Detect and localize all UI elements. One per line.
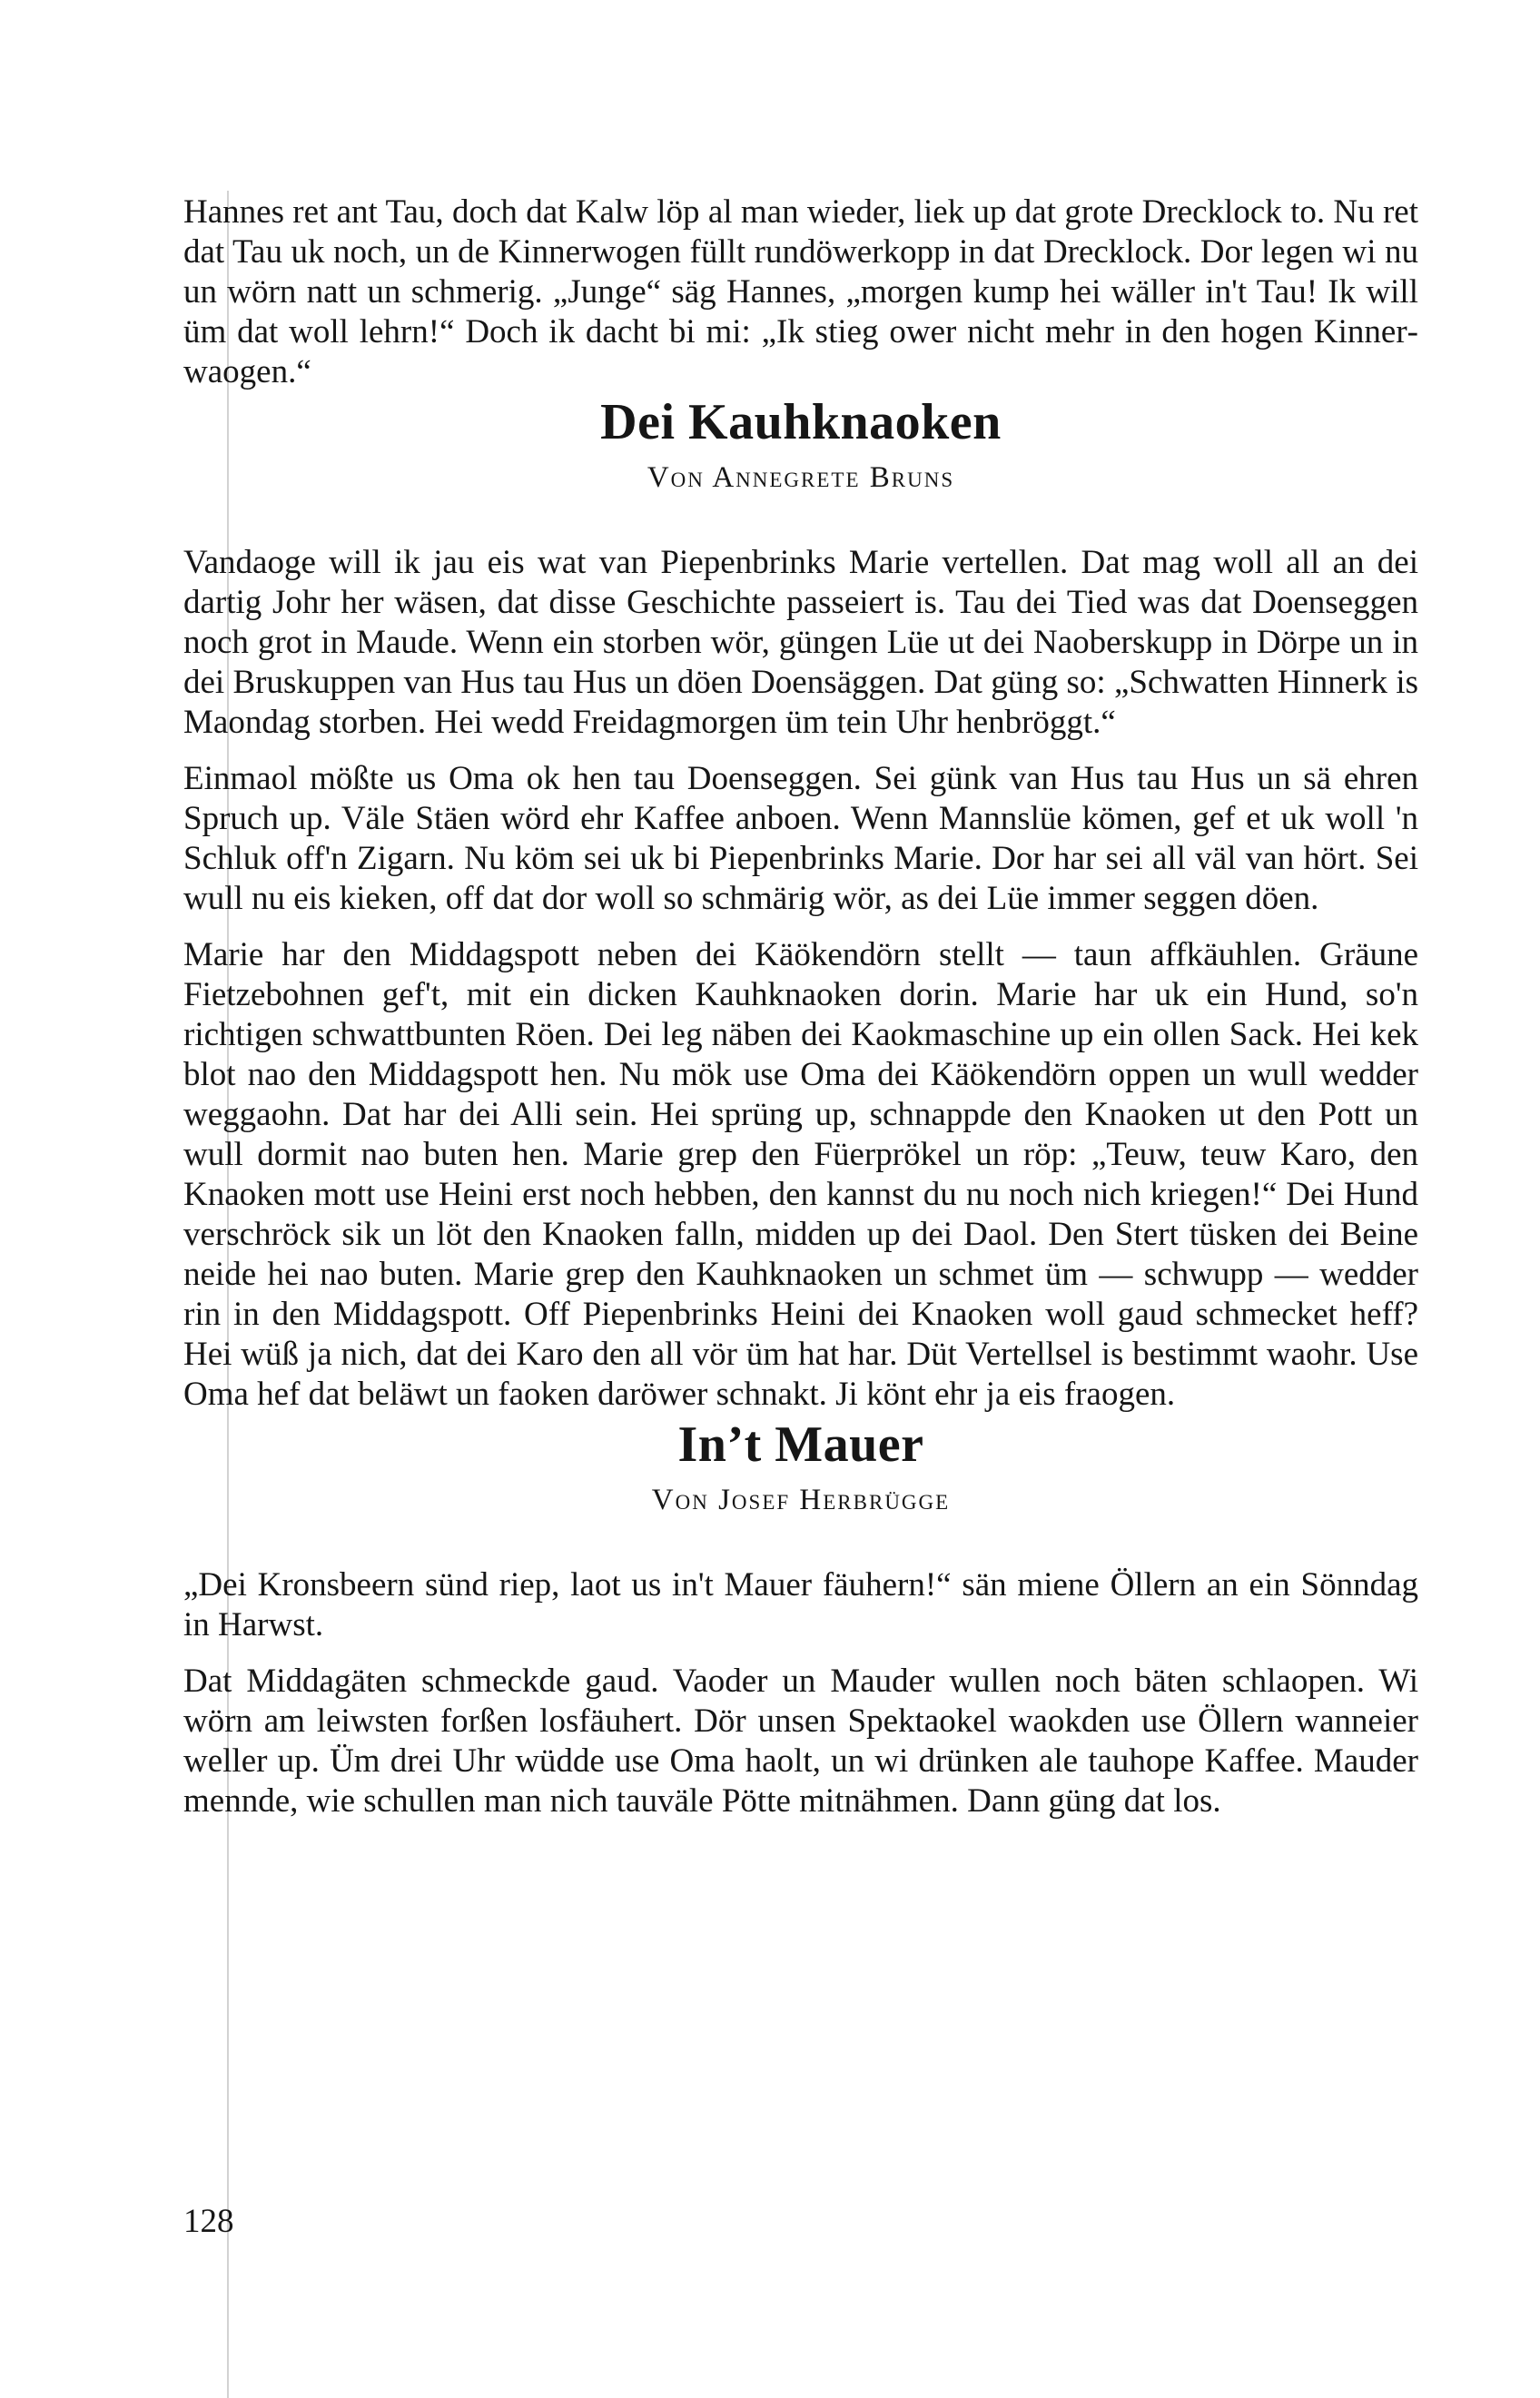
story-paragraph: Marie har den Middagspott neben dei Käökendörn stellt — taun affkäuhlen. Gräune Fietzebohnen gef't, mit ein dicken Kauhknaoken dorin. Marie har uk ein Hund, so'n richtigen schwattbunten Röen. Dei leg näben dei Kaokmaschine up ein ollen Sack. Hei kek blot nao den Middagspott hen. Nu mök use Oma dei Käökendörn oppen un wull wedder weggaohn. Dat har dei Alli sein. Hei sprüng up, schnappde den Knaoken ut den Pott un wull dormit nao buten hen. Marie grep den Füerprökel un röp: „Teuw, teuw Karo, den Knaoken mott use Heini erst noch hebben, den kannst du nu noch nich kriegen!“ Dei Hund verschröck sik un löt den Knaoken falln, midden up dei Daol. Den Stert tüsken dei Beine neide hei nao buten. Marie grep den Kauhknaoken un schmet üm — schwupp — wedder rin in den Middagspott. Off Piepenbrinks Heini dei Knaoken woll gaud schmecket heff? Hei wüß ja nich, dat dei Karo den all vör üm hat har. Düt Vertellsel is bestimmt waohr. Use Oma hef dat beläwt un faoken daröwer schnakt. Ji könt ehr ja eis fraogen. bbox=[183, 936, 1418, 1413]
intro-paragraph: Hannes ret ant Tau, doch dat Kalw löp al man wieder, liek up dat grote Drecklock to. Nu ret dat Tau uk noch, un de Kinnerwogen füllt rundöwerkopp in dat Drecklock. Dor legen wi nu un wörn natt un schmerig. „Junge“ säg Hannes, „morgen kump hei wäller in't Tau! Ik will üm dat woll lehrn!“ Doch ik dacht bi mi: „Ik stieg ower nicht mehr in den hogen Kinnerwaogen.“ bbox=[183, 193, 1418, 390]
intro-section bbox=[183, 192, 1418, 392]
story-paragraph: „Dei Kronsbeern sünd riep, laot us in't Mauer fäuhern!“ sän miene Öllern an ein Sönndag in Harwst. bbox=[183, 1566, 1418, 1643]
story-title-kauhknaoken: Dei Kauhknaoken bbox=[600, 394, 1002, 450]
story-mauer-text bbox=[183, 1565, 1418, 1821]
story-paragraph: Dat Middagäten schmeckde gaud. Vaoder un Mauder wullen noch bäten schlaopen. Wi wörn am leiwsten forßen losfäuhert. Dör unsen Spektaokel waokden use Öllern wanneier weller up. Üm drei Uhr wüdde use Oma haolt, un wi drünken ale tauhope Kaffee. Mauder mennde, wie schullen man nich tauväle Pötte mitnähmen. Dann güng dat los. bbox=[183, 1663, 1418, 1820]
story-kauhknaoken-text bbox=[183, 543, 1418, 1415]
story-paragraph: Vandaoge will ik jau eis wat van Piepenbrinks Marie vertellen. Dat mag woll all an dei dartig Johr her wäsen, dat disse Geschichte passeiert is. Tau dei Tied was dat Doenseggen noch grot in Maude. Wenn ein storben wör, güngen Lüe ut dei Naoberskupp in Dörpe un in dei Bruskuppen van Hus tau Hus un döen Doensäggen. Dat güng so: „Schwatten Hinnerk is Maondag storben. Hei wedd Freidagmorgen üm tein Uhr henbröggt.“ bbox=[183, 544, 1418, 741]
story-title-mauer: In’t Mauer bbox=[677, 1416, 924, 1473]
story-byline-bruns: Von Annegrete Bruns bbox=[647, 461, 955, 494]
text-column bbox=[183, 192, 1418, 1821]
page-number: 128 bbox=[183, 2203, 234, 2240]
story-paragraph: Einmaol mößte us Oma ok hen tau Doenseggen. Sei günk van Hus tau Hus un sä ehren Spruch up. Väle Stäen wörd ehr Kaffee anboen. Wenn Mannslüe kömen, gef et uk woll 'n Schluk off'n Zigarn. Nu köm sei uk bi Piepenbrinks Marie. Dor har sei all väl van hört. Sei wull nu eis kieken, off dat dor woll so schmärig wör, as dei Lüe immer seggen döen. bbox=[183, 760, 1418, 917]
story-byline-herbruegge: Von Josef Herbrügge bbox=[651, 1484, 951, 1516]
